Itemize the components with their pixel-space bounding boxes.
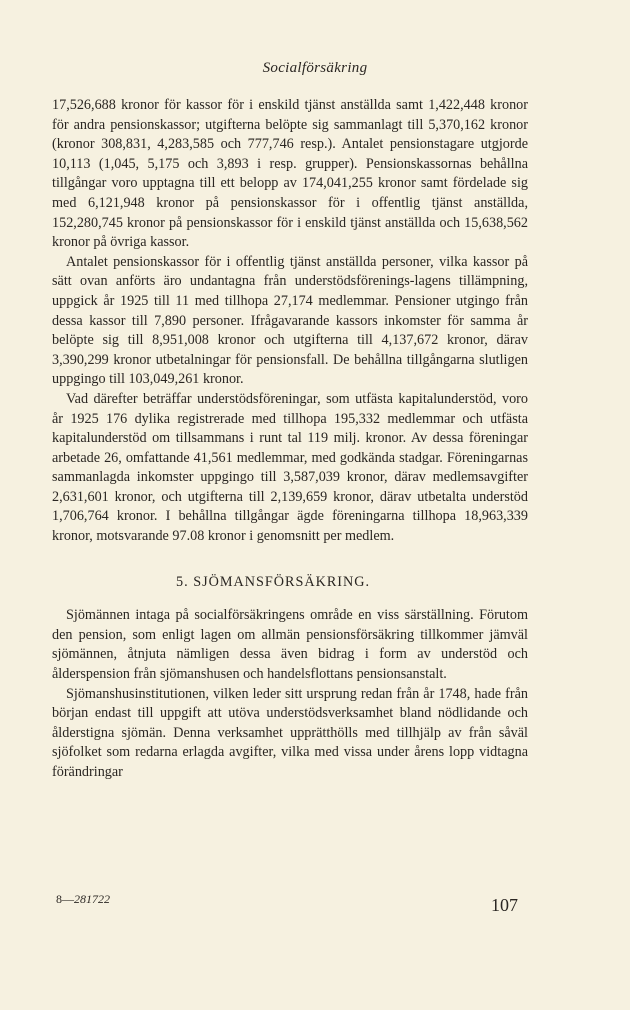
signature-prefix: 8— xyxy=(56,892,74,906)
printer-signature xyxy=(56,892,110,907)
running-header: Socialförsäkring xyxy=(262,60,368,76)
signature-number: 281722 xyxy=(74,892,110,906)
paragraph: Sjömanshusinstitutionen, vilken leder sitt ursprung redan från år 1748, hade från början endast till uppgift att utöva understödsverksamhet bland nödlidande och ålderstigna sjömän. Denna verksamhet upprätthölls med tillhjälp av från såväl sjöfolket som redarna erlagda avgifter, vilka med vissa under årens lopp vidtagna förändringar xyxy=(52,685,528,780)
page-number: 107 xyxy=(491,895,518,915)
section-heading: 5. SJÖMANSFÖRSÄKRING. xyxy=(176,573,371,590)
paragraph: Antalet pensionskassor för i offentlig tjänst anställda personer, vilka kassor på sätt ovan anförts äro undantagna från understödsförenings-lagens tillämpning, uppgick år 1925 till 11 med tillhopa 27,174 medlemmar. Pensioner utgingo från dessa kassor till 7,890 personer. Ifrågavarande kassors inkomster för samma år belöpte sig till 8,951,008 kronor och utgifterna till 4,137,672 kronor, därav 3,390,299 kronor utbetalningar för pensionsfall. De behållna tillgångarna slutligen uppgingo till 103,049,261 kronor. xyxy=(52,253,528,388)
body-text xyxy=(52,96,528,783)
paragraph: Sjömännen intaga på socialförsäkringens område en viss särställning. Förutom den pension, som enligt lagen om allmän pensionsförsäkring tillkommer jämväl sjömännen, åtnjuta nämligen dessa även bidrag i form av understöd och ålderspension från sjömanshusen och handelsflottans pensionsanstalt. xyxy=(52,607,528,683)
paragraph: Vad därefter beträffar understödsföreningar, som utfästa kapitalunderstöd, voro år 1925 176 dylika registrerade med tillhopa 195,332 medlemmar och utfästa kapitalunderstöd om tillsammans i runt tal 119 milj. kronor. Av dessa föreningar arbetade 26, omfattande 41,561 medlemmar, med godkända stadgar. Föreningarnas sammanlagda inkomster uppgingo till 3,587,039 kronor, därav medlemsavgifter 2,631,601 kronor, och utgifterna till 2,139,659 kronor, därav utbetalta understöd 1,706,764 kronor. I behållna tillgångar ägde föreningarna tillhopa 18,963,339 kronor, motsvarande 97.08 kronor i genomsnitt per medlem. xyxy=(52,390,528,545)
paragraph: 17,526,688 kronor för kassor för i enskild tjänst anställda samt 1,422,448 kronor för andra pensionskassor; utgifterna belöpte sig sammanlagt till 5,370,162 kronor (kronor 308,831, 4,283,585 och 777,746 resp.). Antalet pensionstagare utgjorde 10,113 (1,045, 5,175 och 3,893 i resp. grupper). Pensionskassornas behållna tillgångar voro upptagna till ett belopp av 174,041,255 kronor samt fördelade sig med 6,121,948 kronor på pensionskassor för i offentlig tjänst anställda, 152,280,745 kronor på pensionskassor för i enskild tjänst anställda och 15,638,562 kronor på övriga kassor. xyxy=(52,97,528,251)
